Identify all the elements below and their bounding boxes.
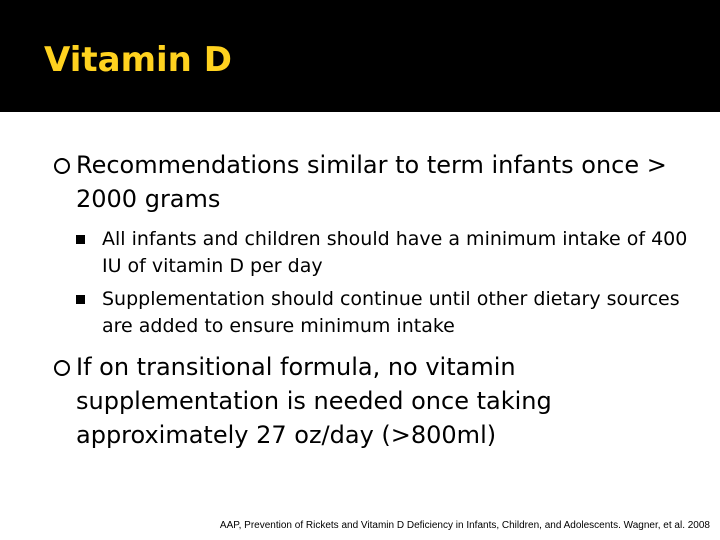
sub-bullet-list <box>74 226 704 340</box>
hollow-circle-icon <box>54 158 70 174</box>
slide-content <box>54 148 704 462</box>
reference-footnote: AAP, Prevention of Rickets and Vitamin D Deficiency in Infants, Children, and Adolescents. Wagner, et al. 2008 <box>219 520 710 531</box>
sub-bullet-supplementation <box>74 286 704 340</box>
sub-bullet-minimum-intake <box>74 226 704 280</box>
slide-title: Vitamin D <box>44 40 232 80</box>
square-bullet-icon <box>76 235 85 244</box>
bullet-transitional-formula <box>54 350 704 452</box>
bullet-text: If on transitional formula, no vitamin supplementation is needed once taking approximately 27 oz/day (>800ml) <box>76 353 552 449</box>
bullet-recommendations <box>54 148 704 216</box>
title-band <box>0 0 720 112</box>
hollow-circle-icon <box>54 360 70 376</box>
sub-bullet-text: Supplementation should continue until other dietary sources are added to ensure minimum intake <box>102 288 680 337</box>
sub-bullet-text: All infants and children should have a minimum intake of 400 IU of vitamin D per day <box>102 228 688 277</box>
bullet-text: Recommendations similar to term infants once > 2000 grams <box>76 151 667 213</box>
square-bullet-icon <box>76 295 85 304</box>
